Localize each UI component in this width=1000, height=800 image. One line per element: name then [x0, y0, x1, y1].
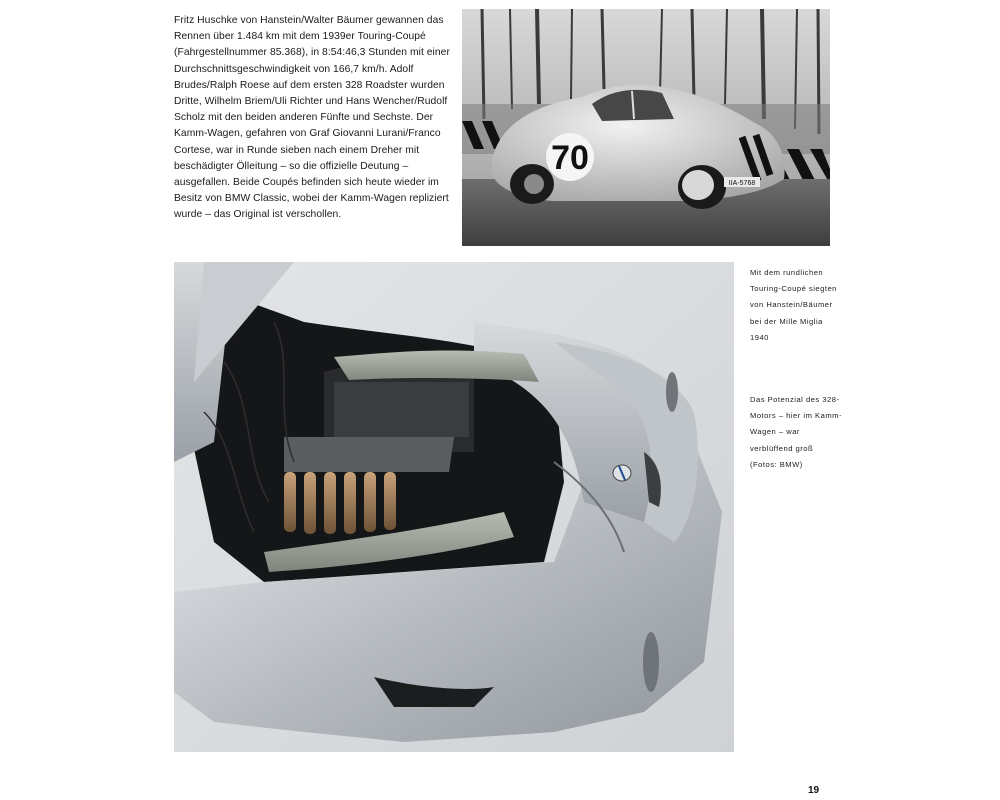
race-car-illustration	[462, 9, 830, 246]
race-car-photo	[462, 9, 830, 246]
license-plate: IIA-5768	[728, 180, 756, 187]
article-body-text: Fritz Huschke von Hanstein/Walter Bäumer gewannen das Rennen über 1.484 km mit dem 1939er Touring-Coupé (Fahrgestellnummer 85.368), in 8:54:46,3 Stunden mit einer Durchschnittsgeschwindigkeit von 166,7 km/h. Adolf Brudes/Ralph Roese auf dem ersten 328 Roadster wurden Dritte, Wilhelm Briem/Uli Richter und Hans Wencher/Rudolf Scholz mit den beiden anderen Fünfte und Sechste. Der Kamm-Wagen, gefahren von Graf Giovanni Lurani/Franco Cortese, war in Runde sieben nach einem Dreher mit beschädigter Ölleitung – so die offizielle Deutung – ausgefallen. Beide Coupés befinden sich heute wieder im Besitz von BMW Classic, wobei der Kamm-Wagen repliziert wurde – das Original ist verschollen.	[174, 15, 450, 221]
photo-caption-race-car: Mit dem rundlichen Touring-Coupé siegten von Hanstein/Bäumer bei der Mille Miglia 1940	[750, 268, 837, 342]
photo-caption-engine: Das Potenzial des 328-Motors – hier im Kamm-Wagen – war verblüffend groß (Fotos: BMW)	[750, 395, 843, 469]
race-number: 70	[551, 139, 589, 177]
engine-bay-illustration	[174, 262, 734, 752]
page-number: 19	[808, 785, 820, 796]
engine-bay-photo	[174, 262, 734, 752]
